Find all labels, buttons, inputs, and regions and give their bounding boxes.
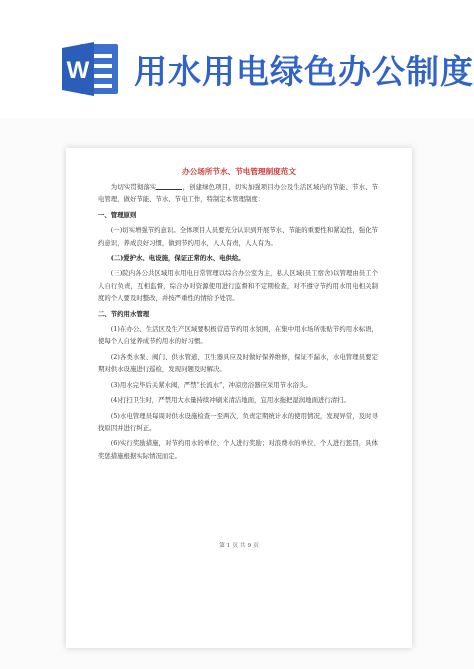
intro-paragraph bbox=[98, 181, 378, 206]
section-heading: 一、管理原则 bbox=[98, 210, 137, 219]
document-title: 办公场所节水、节电管理制度范文 bbox=[182, 167, 296, 176]
paragraph: (2)各类水泵、阀门、供水管道、卫生器具应及时做好保养维修，保证不漏水，水电管理员要定期对供水设施进行巡检，发现问题及时解决。 bbox=[98, 352, 378, 374]
intro-text-start: 为切实贯彻落实 bbox=[110, 183, 157, 191]
paragraph: (一)切实增强节约意识。全体项目人员要充分认识到开展节水、节能的重要性和紧迫性，强化节约意识，养成良好习惯，做到节约用水，人人有责，人人有为。 bbox=[98, 226, 378, 247]
intro-text-end: ，创建绿色项目，切实加强项目办公及生活区域内的节能、节水、节电管理，做好节能、节水、节电工作，特制定本管理制度： bbox=[98, 183, 379, 204]
paragraph: (5)水电管理员每周对供水设施检查一至两次，负责定期统计水的使用情况，发现异常，及时寻找原因并进行纠正。 bbox=[98, 411, 378, 432]
paragraph: (二)爱护水、电设施，保证正常的水、电供给。 bbox=[110, 254, 245, 263]
section-heading: 二、节约用水管理 bbox=[98, 309, 150, 318]
paragraph: (3)用水完毕后关紧水阀，严禁“长流水”，冲凉房浴器应采用节水浴头。 bbox=[110, 380, 312, 389]
page-number: 第 1 页 共 9 页 bbox=[219, 543, 259, 549]
word-icon-letter: W bbox=[66, 57, 90, 84]
document-body bbox=[98, 181, 378, 465]
fill-blank bbox=[156, 182, 182, 190]
banner-title: 用水用电绿色办公制度 bbox=[134, 52, 474, 91]
paragraph: (三)院内各公共区域用水用电日常管理以综合办公室为主，私人区域(员工宿舍)以管理由员工个人自行负责，互相监督，综合办对资源使用进行监督和不定期检查，对不遵守节约用水用电相关制度的个人要及时整改，并按严重性的情给予处罚。 bbox=[98, 269, 378, 303]
paragraph: (6)实行奖励措施，对节约用水的单位、个人进行奖励；对浪费水的单位、个人进行惩罚，具体奖惩措施根据实际情况而定。 bbox=[98, 439, 378, 460]
paragraph: (1)在办公、生活区及生产区域要积极营造节约用水氛围，在集中用水场所张贴节约用水标语，使每个人自觉养成节约用水的好习惯。 bbox=[98, 325, 378, 346]
banner bbox=[0, 0, 474, 120]
document-page bbox=[66, 148, 412, 648]
paragraph: (4)打扫卫生时，严禁用大水量持续冲刷来清洁地面，宜用水拖把湿润地面进行清扫。 bbox=[110, 396, 350, 405]
word-icon bbox=[60, 38, 122, 100]
